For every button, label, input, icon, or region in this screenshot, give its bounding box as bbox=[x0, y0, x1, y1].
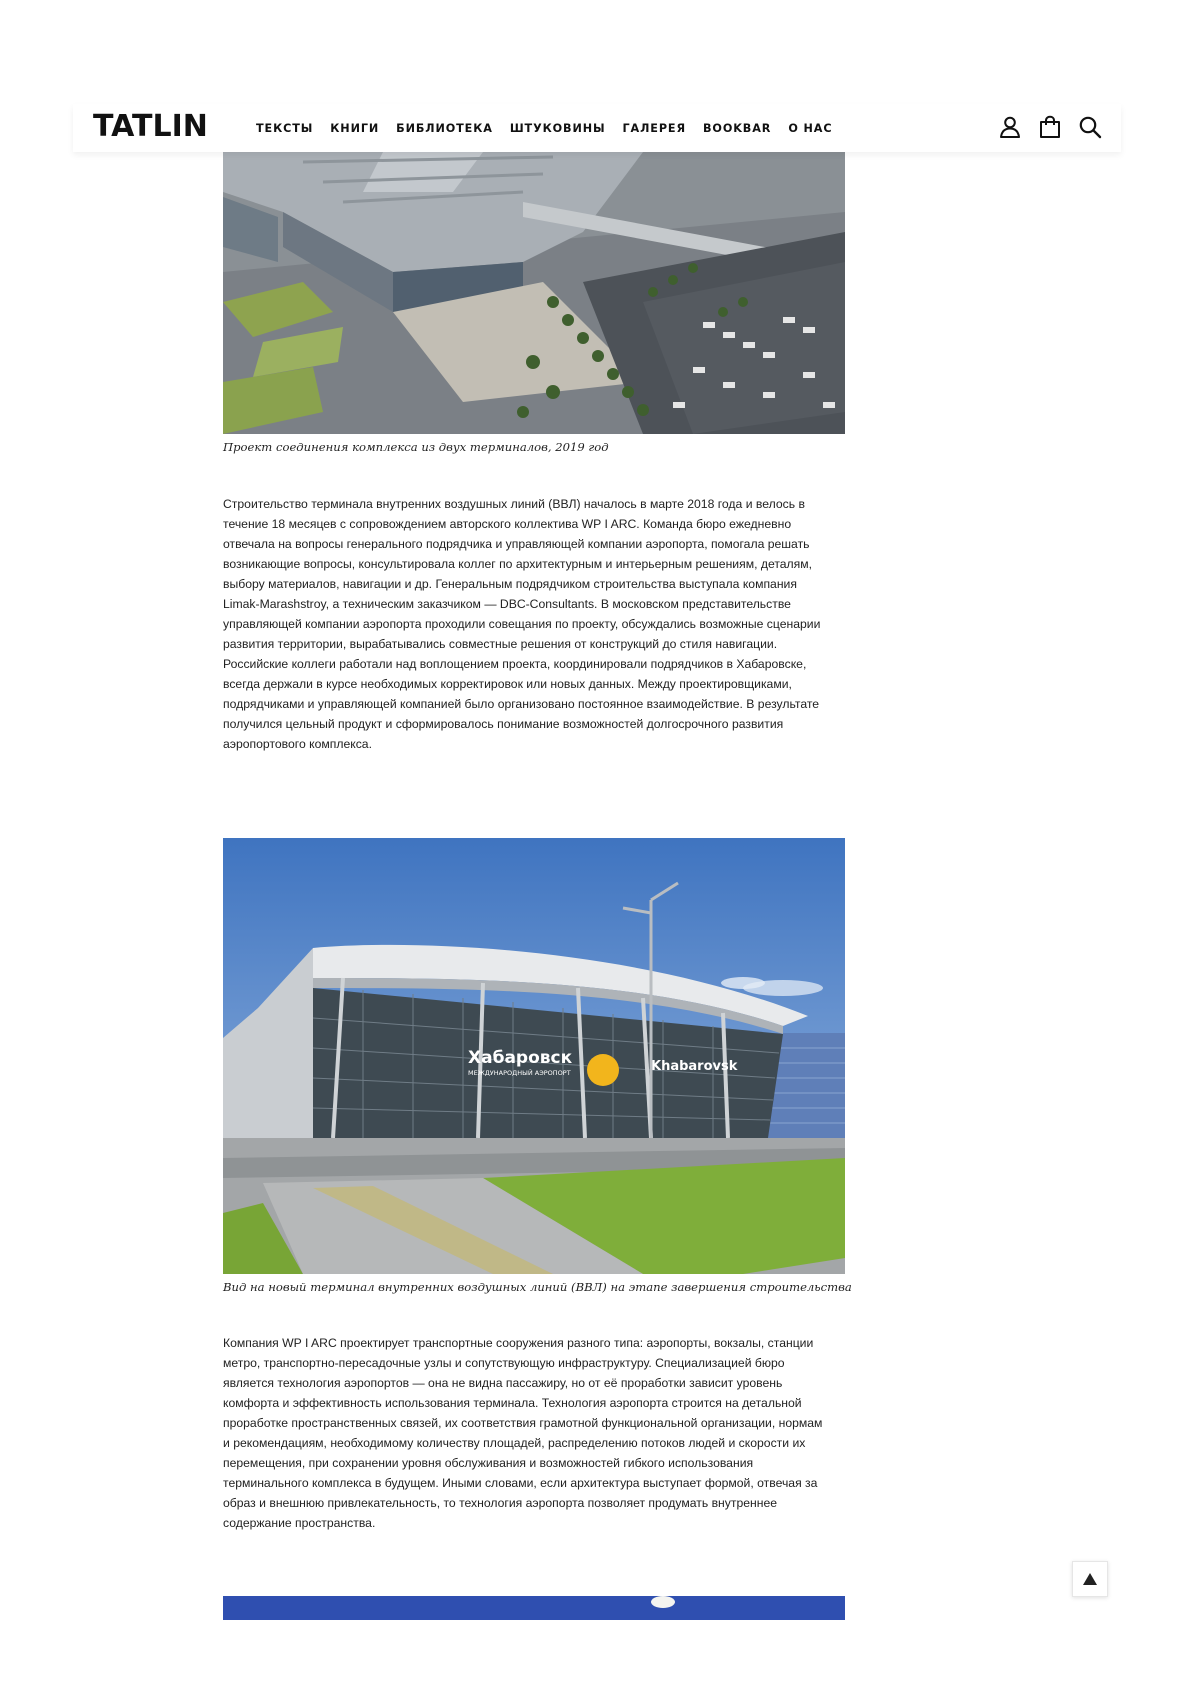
site-logo[interactable]: TATLIN bbox=[93, 109, 208, 144]
nav-item-texts[interactable]: ТЕКСТЫ bbox=[256, 121, 314, 135]
bag-icon[interactable] bbox=[1037, 114, 1063, 140]
terminal-photo-image bbox=[223, 838, 845, 1274]
aerial-render-drawing bbox=[223, 152, 845, 434]
terminal-sign-en: Khabarovsk bbox=[651, 1059, 738, 1074]
airport-logo-sun bbox=[587, 1054, 619, 1086]
nav-item-library[interactable]: БИБЛИОТЕКА bbox=[396, 121, 493, 135]
scroll-top-button[interactable] bbox=[1072, 1561, 1108, 1597]
nav-item-books[interactable]: КНИГИ bbox=[330, 121, 380, 135]
paragraph-text: Строительство терминала внутренних воздушных линий (ВВЛ) началось в марте 2018 года и велось в течение 18 месяцев с сопровождением авторского коллектива WP I ARC. Команда бюро ежедневно отвечала на вопросы генерального подрядчика и управляющей компании аэропорта, помогала решать возникающие вопросы, консультировала коллег по архитектурным и интерьерным решениям, деталям, выбору материалов, навигации и др. Генеральным подрядчиком строительства выступала компания Limak-Marashstroy, а техническим заказчиком — DBC-Consultants. В московском представительстве управляющей компании аэропорта проходили совещания по проекту, обсуждались возможные сценарии развития территории, вырабатывались совместные решения от конструкций до стиля навигации. Российские коллеги работали над воплощением проекта, координировали подрядчиков в Хабаровске, всегда держали в курсе необходимых корректировок или новых данных. Между проектировщиками, подрядчиками и управляющей компанией было организовано постоянное взаимодействие. В результате получился цельный продукт и сформировалось понимание возможностей долгосрочного развития аэропортового комплекса. bbox=[223, 497, 821, 751]
user-icon[interactable] bbox=[997, 114, 1023, 140]
article-paragraph-2 bbox=[223, 1333, 823, 1533]
nav-item-things[interactable]: ШТУКОВИНЫ bbox=[509, 121, 606, 135]
caption-aerial: Проект соединения комплекса из двух терминалов, 2019 год bbox=[223, 440, 609, 454]
nav-item-about[interactable]: О НАС bbox=[788, 121, 833, 135]
nav-item-bookbar[interactable]: BOOKBAR bbox=[702, 121, 772, 135]
terminal-sign-ru: Хабаровск bbox=[468, 1048, 573, 1068]
nav-item-gallery[interactable]: ГАЛЕРЕЯ bbox=[622, 121, 686, 135]
terminal-sign-sub: МЕЖДУНАРОДНЫЙ АЭРОПОРТ bbox=[468, 1069, 571, 1077]
site-header bbox=[73, 104, 1121, 152]
header-icons bbox=[997, 114, 1103, 142]
main-nav bbox=[256, 104, 849, 152]
search-icon[interactable] bbox=[1077, 114, 1103, 140]
terminal-photo-drawing bbox=[223, 838, 845, 1274]
next-photo-drawing bbox=[223, 1596, 845, 1620]
caption-terminal: Вид на новый терминал внутренних воздушных линий (ВВЛ) на этапе завершения строительства bbox=[223, 1280, 852, 1294]
aerial-render-image bbox=[223, 152, 845, 434]
next-photo-image bbox=[223, 1596, 845, 1620]
arrow-up-icon bbox=[1083, 1573, 1097, 1585]
paragraph-text: Компания WP I ARC проектирует транспортные сооружения разного типа: аэропорты, вокзалы, станции метро, транспортно-пересадочные узлы и сопутствующую инфраструктуру. Специализацией бюро является технология аэропортов — она не видна пассажиру, но от её проработки зависит уровень комфорта и эффективность использования терминала. Технология аэропорта строится на детальной проработке пространственных связей, их соответствия грамотной функциональной организации, нормам и рекомендациям, необходимому количеству площадей, распределению потоков людей и скорости их перемещения, при сохранении уровня обслуживания и возможностей гибкого использования терминального комплекса в будущем. Иными словами, если архитектура выступает формой, отвечая за образ и внешнюю привлекательность, то технология аэропорта позволяет продумать внутреннее содержание пространства. bbox=[223, 1336, 823, 1530]
article-paragraph-1 bbox=[223, 494, 823, 754]
